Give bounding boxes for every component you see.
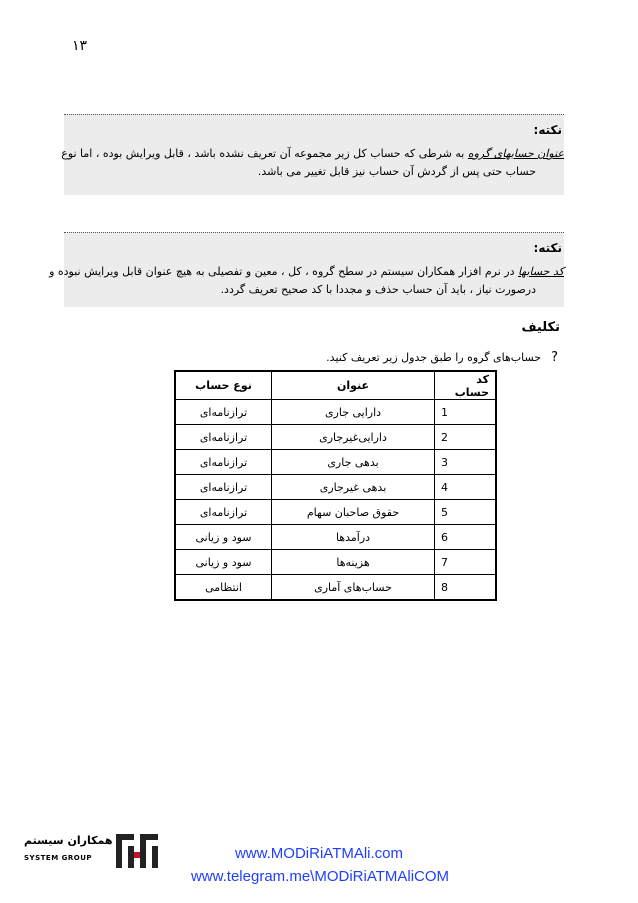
assignment-question: [326, 350, 558, 365]
cell-type: سود و زیانی: [175, 550, 272, 575]
cell-type: ترازنامه‌ای: [175, 475, 272, 500]
question-text: حساب‌های گروه را طبق جدول زیر تعریف کنید.: [326, 351, 542, 364]
cell-title: حقوق صاحبان سهام: [272, 500, 435, 525]
cell-code: 2: [435, 425, 497, 450]
table-row: [175, 450, 496, 475]
question-mark-icon: ?: [551, 350, 558, 365]
cell-type: ترازنامه‌ای: [175, 425, 272, 450]
cell-code: 7: [435, 550, 497, 575]
cell-title: بدهی جاری: [272, 450, 435, 475]
note-text: در نرم افزار همکاران سیستم در سطح گروه ، کل ، معین و تفصیلی به هیچ عنوان قابل ویرایش نبوده و: [49, 265, 519, 278]
header-title: عنوان: [272, 371, 435, 400]
table-row: [175, 425, 496, 450]
cell-title: هزینه‌ها: [272, 550, 435, 575]
logo-text-english: SYSTEM GROUP: [24, 854, 93, 862]
table-row: [175, 475, 496, 500]
cell-code: 6: [435, 525, 497, 550]
assignment-heading: تکلیف: [521, 320, 560, 335]
note-line: درصورت نیاز ، باید آن حساب حذف و مجددا با کد صحیح تعریف گردد.: [220, 283, 536, 296]
cell-code: 5: [435, 500, 497, 525]
telegram-link[interactable]: www.telegram.me\MODiRiATMAliCOM: [190, 868, 450, 885]
table-row: [175, 575, 496, 601]
cell-type: سود و زیانی: [175, 525, 272, 550]
cell-title: دارایی جاری: [272, 400, 435, 425]
note-keyword: کد حسابها: [518, 265, 564, 278]
table-row: [175, 550, 496, 575]
note-title: نکته:: [533, 241, 562, 255]
cell-title: دارایی‌غیرجاری: [272, 425, 435, 450]
header-account-code: کد حساب: [435, 371, 497, 400]
cell-code: 1: [435, 400, 497, 425]
note-line: [49, 263, 564, 281]
table-row: [175, 400, 496, 425]
cell-type: ترازنامه‌ای: [175, 400, 272, 425]
note-box-account-code: [49, 232, 564, 307]
page-number: ۱۳: [72, 38, 88, 54]
note-box-group-title: [61, 114, 564, 195]
website-link[interactable]: www.MODiRiATMAli.com: [234, 845, 404, 862]
header-account-type: نوع حساب: [175, 371, 272, 400]
cell-title: درآمدها: [272, 525, 435, 550]
note-title: نکته:: [533, 123, 562, 137]
cell-type: ترازنامه‌ای: [175, 500, 272, 525]
cell-type: ترازنامه‌ای: [175, 450, 272, 475]
cell-code: 4: [435, 475, 497, 500]
note-keyword: عنوان حسابهای گروه: [467, 147, 564, 160]
cell-type: انتظامی: [175, 575, 272, 601]
cell-title: حساب‌های آماری: [272, 575, 435, 601]
table-header-row: [175, 371, 496, 400]
table-row: [175, 500, 496, 525]
note-line: حساب حتی پس از گردش آن حساب نیز قابل تغییر می باشد.: [257, 165, 536, 178]
table-row: [175, 525, 496, 550]
cell-code: 3: [435, 450, 497, 475]
accounts-table: [174, 370, 497, 601]
note-line: [61, 145, 564, 163]
logo-text-persian: همکاران سیستم: [24, 834, 113, 847]
cell-title: بدهی غیرجاری: [272, 475, 435, 500]
note-text: به شرطی که حساب کل زیر مجموعه آن تعریف نشده باشد ، قابل ویرایش بوده ، اما نوع: [61, 147, 468, 160]
cell-code: 8: [435, 575, 497, 601]
